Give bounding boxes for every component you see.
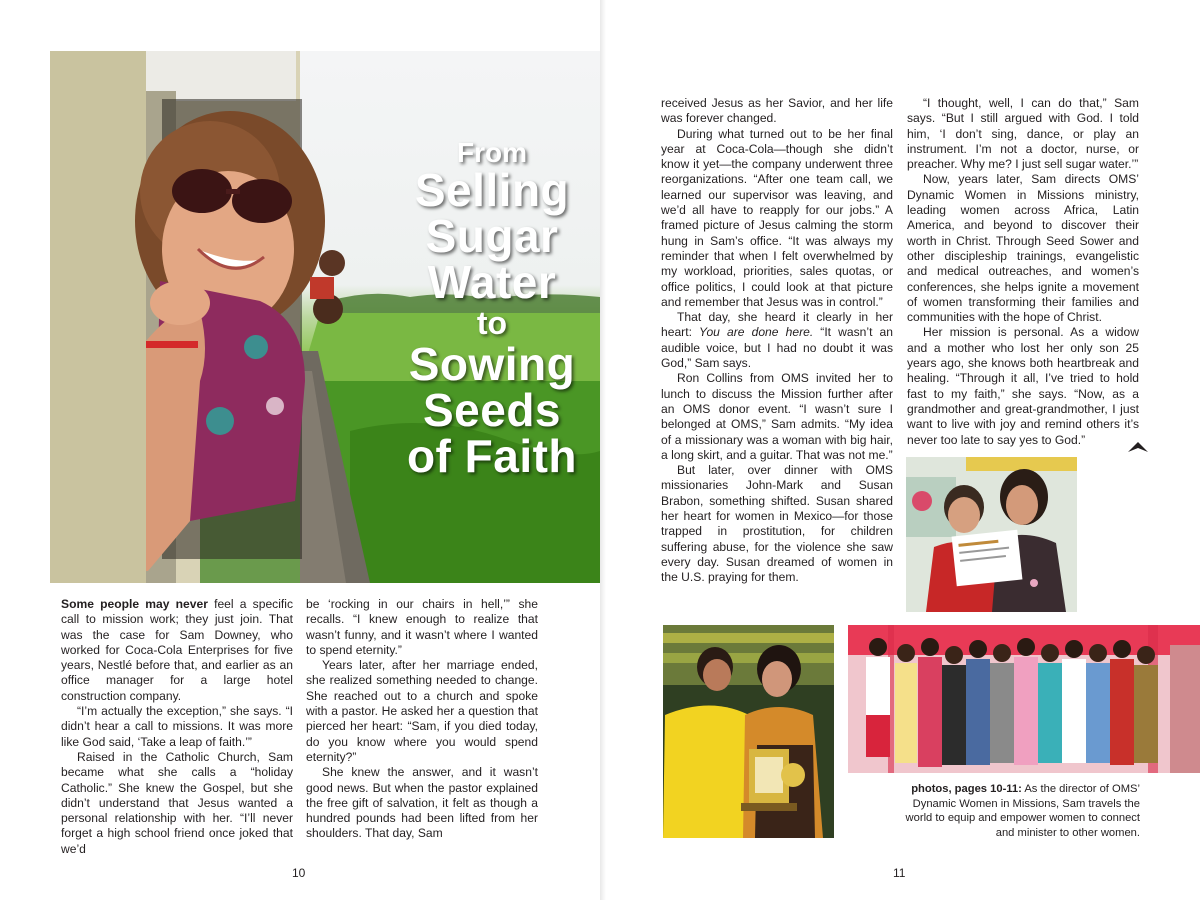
text-column-1	[61, 597, 293, 857]
paragraph: But later, over dinner with OMS missionaries John-Mark and Susan Brabon, something shifted. Susan shared her heart for women in Mexico—for those trapped in prostitution, for children suffering abuse, for the violence she saw every day. Susan dreamed of women in the U.S. praying for them.	[661, 463, 893, 585]
paragraph: received Jesus as her Savior, and her life was forever changed.	[661, 96, 893, 126]
certificate-photo-illustration	[906, 457, 1077, 612]
paragraph: Her mission is personal. As a widow and a mother who lost her only son 25 years ago, she knows both heartbreak and healing. “Through it all, I’ve tried to hold fast to my faith,” she says. “Now, as a grandmother and great-grandmother, I just want to live with joy and remind others it’s never too late to say yes to God.”	[907, 325, 1139, 447]
paragraph: Ron Collins from OMS invited her to lunch to discuss the Mission further after an OMS donor event. “I wasn’t sure I belonged at OMS,” Sam admits. “My idea of a missionary was a woman with big hair, a long skirt, and a guitar. That was not me.”	[661, 371, 893, 462]
paragraph: During what turned out to be her final year at Coca-Cola—though she didn’t know it yet—the company underwent three reorganizations. “After one team call, we learned our supervisor was leaving, and we’d all have to reapply for our jobs.” A framed picture of Jesus calming the storm hung in Sam’s office. “It was always my reminder that when I felt overwhelmed by my workload, priorities, sales quotas, or office politics, I could look at that picture and remember that Jesus was in control.”	[661, 126, 893, 309]
photo-caption	[884, 782, 1140, 840]
paragraph	[661, 310, 893, 371]
paragraph-text: feel a specific call to mission work; they just join. That was the case for Sam Downey, who worked for Coca-Cola Enterprises for five years, Nestlé before that, and earlier as an office manager for a large hotel construction company.	[61, 597, 293, 703]
group-photo	[848, 625, 1200, 773]
page-number-left: 10	[292, 866, 306, 880]
title-line-of-faith: of Faith	[406, 430, 578, 482]
text-column-3	[661, 96, 893, 586]
title-line-to: to	[476, 305, 508, 341]
group-photo-illustration	[848, 625, 1200, 773]
paragraph-text: That day, she heard it clearly in her heart:	[661, 310, 893, 340]
paragraph: be ‘rocking in our chairs in hell,’” she recalls. “I knew enough to realize that wasn’t funny, and it wasn’t where I wanted to spend eternity.”	[306, 597, 538, 657]
title-line-water: Water	[427, 256, 557, 308]
italic-quote: You are done here.	[699, 325, 814, 340]
award-photo-illustration	[663, 625, 834, 838]
paragraph	[61, 597, 293, 704]
title-line-seeds: Seeds	[422, 384, 562, 436]
paragraph-text: “It wasn’t an audible voice, but I had no doubt it was God,” Sam says.	[661, 325, 893, 371]
certificate-photo	[906, 457, 1077, 612]
paragraph: Now, years later, Sam directs OMS’ Dynamic Women in Missions ministry, leading women across Africa, Latin America, and beyond to discover their worth in Christ. Through Seed Sower and other discipleship trainings, evangelistic and medical outreaches, and women’s conferences, she helps ignite a movement of women transforming their families and communities with the hope of Christ.	[907, 172, 1139, 325]
paragraph: “I’m actually the exception,” she says. “I didn’t hear a call to missions. It was more like God said, ‘Take a leap of faith.’”	[61, 704, 293, 749]
caption-lead: photos, pages 10-11:	[911, 783, 1022, 795]
page-number-right: 11	[893, 866, 906, 880]
award-photo	[663, 625, 834, 838]
paragraph: Years later, after her marriage ended, she realized something needed to change. She reached out to a church and spoke with a pastor. He asked her a question that pierced her heart: “Sam, if you died today, do you know where you would spend eternity?”	[306, 658, 538, 764]
article-title	[380, 137, 600, 482]
title-line-sugar: Sugar	[425, 210, 559, 262]
paragraph: She knew the answer, and it wasn’t good news. But when the pastor explained the free gift of salvation, it felt as though a hundred pounds had been lifted from her shoulders. That day, Sam	[306, 765, 538, 841]
text-column-2	[306, 597, 538, 842]
omega-chevron-icon	[1128, 441, 1148, 453]
title-line-selling: Selling	[414, 164, 570, 216]
caption-text: As the director of OMS’ Dynamic Women in Missions, Sam travels the world to equip and empower women to connect and minister to other women.	[905, 783, 1140, 839]
title-line-from: From	[457, 137, 527, 168]
lead-in: Some people may never	[61, 597, 208, 611]
gutter-shadow	[600, 0, 606, 900]
hero-photo	[50, 51, 600, 583]
title-line-sowing: Sowing	[408, 338, 576, 390]
text-column-4	[907, 96, 1139, 448]
paragraph: “I thought, well, I can do that,” Sam says. “But I still argued with God. I told him, ‘I don’t sing, dance, or play an instrument. I’m not a doctor, nurse, or preacher. Why me? I just sell sugar water.’”	[907, 96, 1139, 172]
paragraph: Raised in the Catholic Church, Sam became what she calls a “holiday Catholic.” She knew the Gospel, but she didn’t understand that Jesus wanted a personal relationship with her. “I’ll never forget a high school friend once joked that we’d	[61, 749, 293, 856]
